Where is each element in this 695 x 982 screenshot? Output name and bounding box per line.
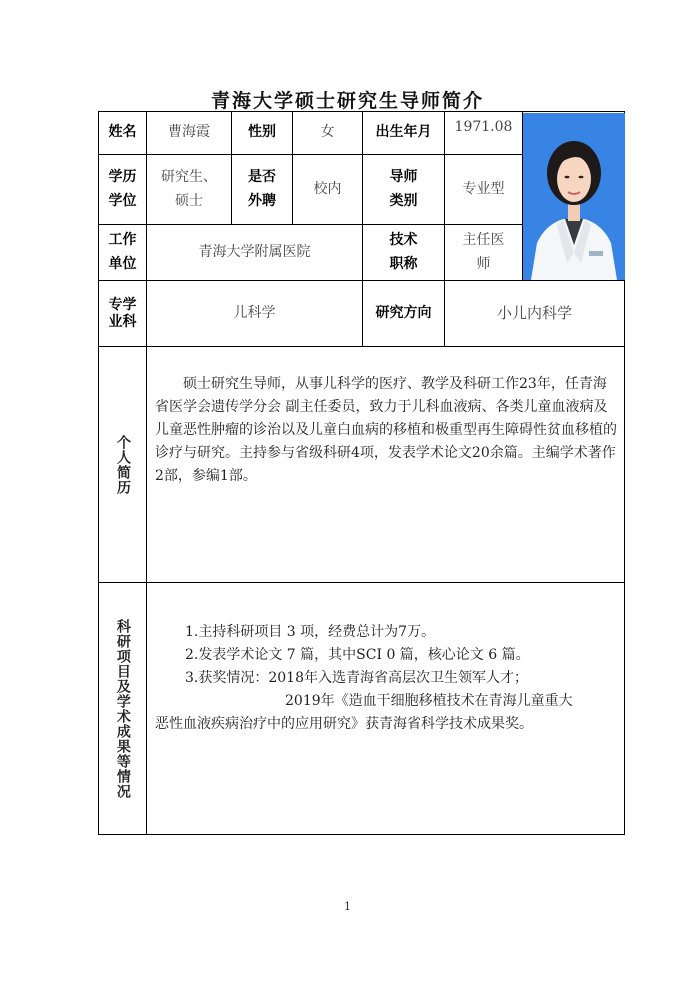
mentor-profile-table: [98, 111, 625, 835]
bio-text: 硕士研究生导师，从事儿科学的医疗、教学及科研工作23年，任青海省医学会遗传学分会 副主任委员，致力于儿科血液病、各类儿童血液病及儿童恶性肿瘤的诊治以及儿童白血病的移植和极重型再生障碍性贫血移植的诊疗与研究。主持参与省级科研4项，发表学术论文20余篇。主编学术著作2部，参编1部。: [155, 376, 617, 485]
work-unit-label: 工作单位: [99, 225, 147, 281]
tech-title-value: 主任医师: [445, 225, 523, 281]
external-label: 是否外聘: [232, 155, 293, 225]
name-label: 姓名: [99, 112, 147, 155]
mentor-type-label: 导师类别: [363, 155, 445, 225]
birth-label: 出生年月: [363, 112, 445, 155]
bio-label-cell: [99, 347, 147, 583]
education-label: 学历学位: [99, 155, 147, 225]
gender-value: 女: [293, 112, 363, 155]
name-value: 曹海霞: [147, 112, 232, 155]
research-item-3: 3.获奖情况：2018年入选青海省高层次卫生领军人才；: [185, 670, 528, 687]
research-direction-label: 研究方向: [363, 281, 445, 347]
tech-title-label: 技术职称: [363, 225, 445, 281]
photo-cell: [523, 112, 625, 281]
bio-label: 个人简历: [115, 434, 132, 495]
external-value: 校内: [293, 155, 363, 225]
research-label: 科研项目及学术成果等情况: [114, 618, 131, 799]
bio-content: [147, 347, 625, 583]
research-direction-value: 小儿内科学: [445, 281, 625, 347]
research-content: [147, 583, 625, 835]
mentor-type-value: 专业型: [445, 155, 523, 225]
major-value: 儿科学: [147, 281, 363, 347]
research-item-4b: 恶性血液疾病治疗中的应用研究》获青海省科学技术成果奖。: [155, 716, 533, 733]
research-item-2: 2.发表学术论文 7 篇，其中SCI 0 篇，核心论文 6 篇。: [185, 647, 530, 664]
research-item-4a: 2019年《造血干细胞移植技术在青海儿童重大: [285, 693, 573, 710]
portrait-photo: [523, 113, 625, 280]
major-label: 专学业科: [99, 281, 147, 347]
gender-label: 性别: [232, 112, 293, 155]
page-title: 青海大学硕士研究生导师简介: [210, 90, 484, 112]
page-number: 1: [344, 900, 351, 913]
education-value: 研究生、硕士: [147, 155, 232, 225]
work-unit-value: 青海大学附属医院: [147, 225, 363, 281]
birth-value: 1971.08: [445, 112, 523, 155]
research-label-cell: [99, 583, 147, 835]
research-item-1: 1.主持科研项目 3 项，经费总计为7万。: [185, 624, 436, 640]
